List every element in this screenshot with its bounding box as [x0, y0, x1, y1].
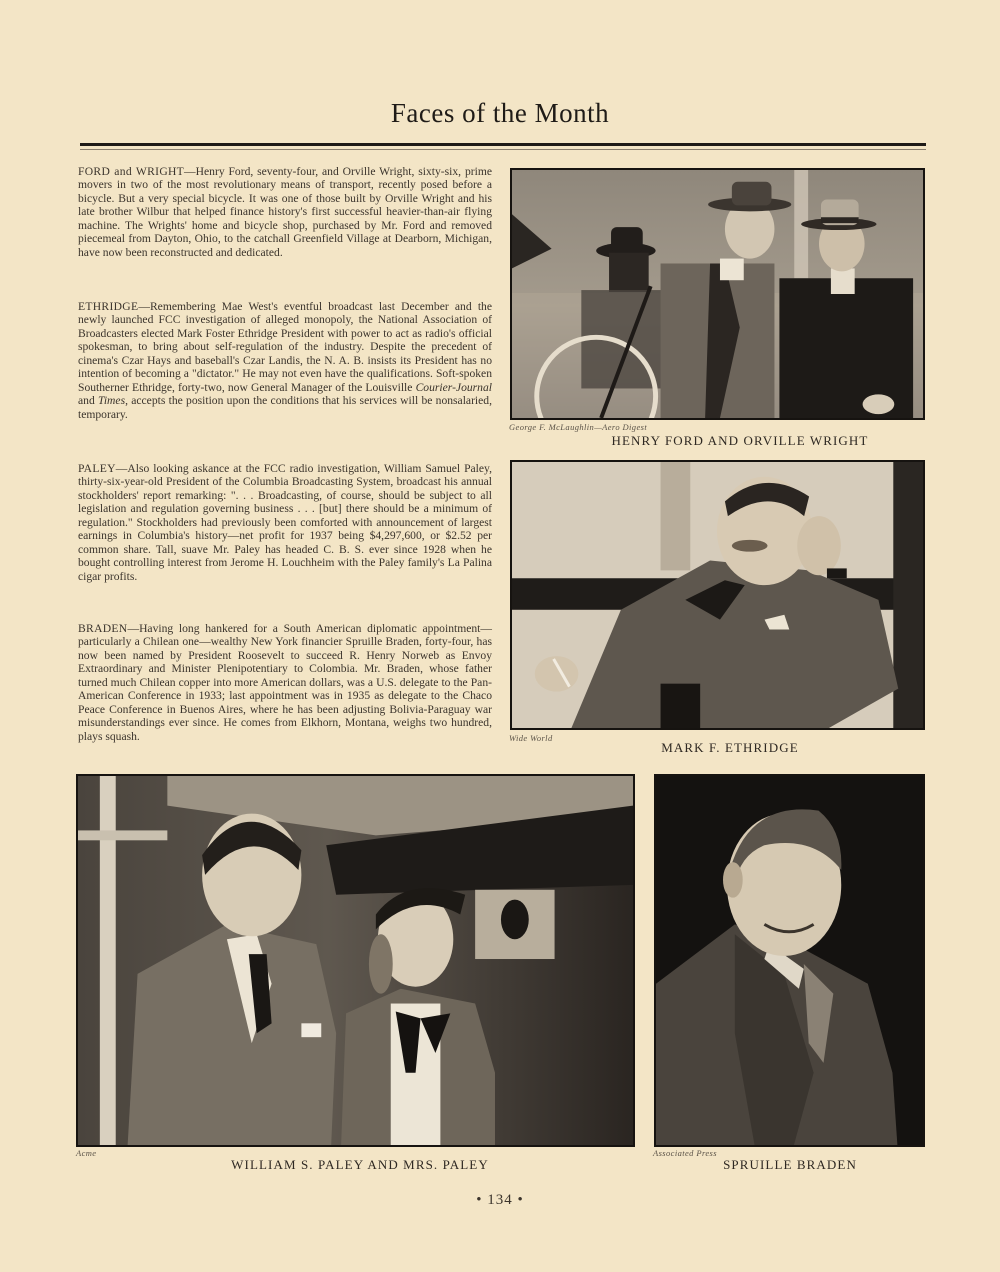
header-rule-thin: [80, 149, 926, 150]
photo-caption: HENRY FORD AND ORVILLE WRIGHT: [611, 433, 869, 448]
page-title: Faces of the Month: [390, 98, 610, 128]
photo-caption: MARK F. ETHRIDGE: [661, 740, 799, 755]
article-lead: ETHRIDGE: [78, 300, 139, 313]
photo-ethridge-image: [512, 462, 923, 728]
photo-ford-wright-image: [512, 170, 923, 418]
photo-caption: WILLIAM S. PALEY AND MRS. PALEY: [231, 1157, 489, 1172]
article-body: —Henry Ford, seventy-four, and Orville Wright, sixty-six, prime movers in two of the most revolutionary means of transport, recently posed before a bicycle. But a very special bicycle. It was one of those built by Orville Wright and his late brother Wilbur that helped finance history's first successful heavier-than-air flying machine. The Wrights' home and bicycle shop, purchased by Mr. Ford and removed piecemeal from Dayton, Ohio, to the catchall Greenfield Village at Dearborn, Michigan, have now been reconstructed and dedicated.: [78, 165, 492, 259]
article-lead: FORD and WRIGHT: [78, 165, 185, 178]
photo-paley-image: [78, 776, 633, 1145]
article-body: —Remembering Mae West's eventful broadcast last December and the newly launched FCC investigation of alleged monopoly, the National Association of Broadcasters elected Mark Foster Ethridge President with power to act as radio's official spokesman, to bring about self-regulation of the industry. Despite the precedent of cinema's Czar Hays and baseball's Czar Landis, the N. A. B. insists its President has no intention of becoming a "dictator." He may not even have the qualifications. Soft-spoken Southerner Ethridge, forty-two, now General Manager of the Louisville: [78, 300, 492, 394]
article-ethridge: [78, 300, 492, 421]
article-paley: [78, 462, 492, 583]
article-lead: BRADEN: [78, 622, 128, 635]
article-lead: PALEY: [78, 462, 116, 475]
article-body: , accepts the position upon the conditions that his services will be nonsalaried, temporary.: [78, 394, 492, 421]
photo-credit: Acme: [76, 1148, 97, 1158]
article-body: and: [78, 394, 99, 408]
photo-braden-image: [656, 776, 923, 1145]
newspaper-title: Times: [98, 394, 126, 408]
article-braden: [78, 622, 492, 743]
article-body: —Also looking askance at the FCC radio investigation, William Samuel Paley, thirty-six-year-old President of the Columbia Broadcasting System, broadcast his annual stockholders' report remarking: ". . . Broadcasting, of course, should be subject to all legislation and regulation governing business . . . [but] there should be a minimum of regulation." Stockholders had previously been comforted with announcement of largest earnings in Columbia's history—net profit for 1937 being $4,297,600, or $2.52 per common share. Tall, suave Mr. Paley has headed C. B. S. ever since 1928 when he bought controlling interest from Jerome H. Louchheim with the Paley family's La Palina cigar profits.: [78, 462, 492, 583]
photo-credit: Associated Press: [653, 1148, 717, 1158]
article-body: —Having long hankered for a South American diplomatic appointment—particularly a Chilean one—wealthy New York financier Spruille Braden, forty-four, has now been named by President Roosevelt to succeed R. Henry Norweb as Envoy Extraordinary and Minister Plenipotentiary to Colombia. Mr. Braden, whose father turned much Chilean copper into more American dollars, was a U.S. delegate to the Pan-American Conference in 1933; last appointment was in 1935 as delegate to the Chaco Peace Conference in Buenos Aires, where he has been adjusting Bolivia-Paraguay war misunderstandings ever since. He comes from Elkhorn, Montana, weighs two hundred, plays squash.: [78, 622, 492, 743]
photo-ford-wright: [510, 168, 925, 420]
photo-credit: George F. McLaughlin—Aero Digest: [509, 422, 648, 432]
header-rule-thick: [80, 143, 926, 146]
page-number: • 134 •: [476, 1192, 524, 1208]
photo-paley: [76, 774, 635, 1147]
photo-caption: SPRUILLE BRADEN: [723, 1157, 857, 1172]
newspaper-title: Courier-Journal: [415, 380, 492, 394]
photo-credit: Wide World: [509, 733, 553, 743]
article-ford-wright: [78, 165, 492, 259]
photo-braden: [654, 774, 925, 1147]
photo-ethridge: [510, 460, 925, 730]
